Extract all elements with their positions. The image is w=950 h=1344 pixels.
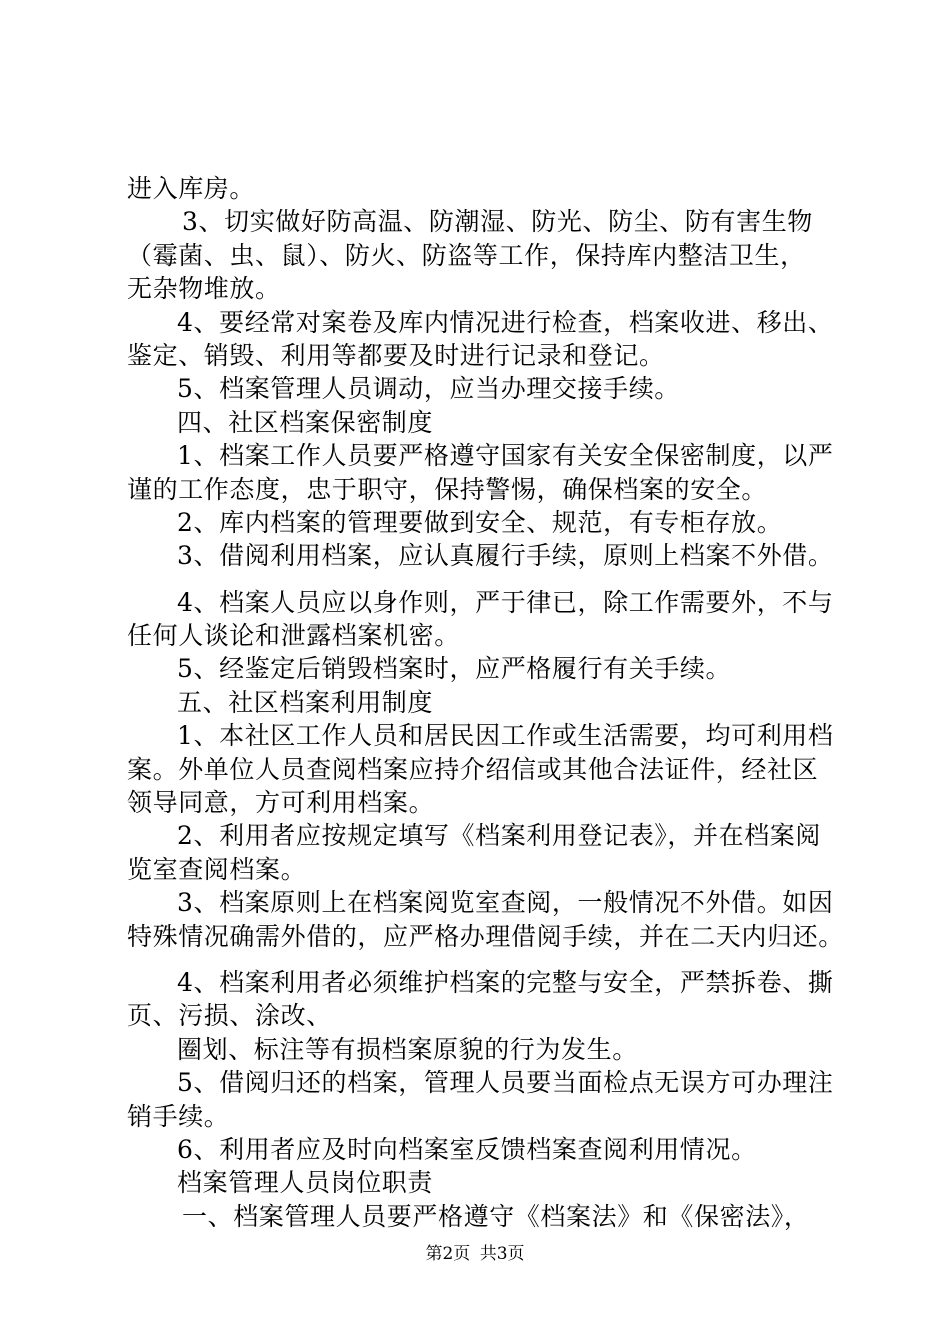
text-line: 谨的工作态度，忠于职守，保持警惕，确保档案的安全。 [127, 474, 768, 504]
text-line: 2、利用者应按规定填写《档案利用登记表》，并在档案阅 [177, 821, 822, 851]
text-line: 3、档案原则上在档案阅览室查阅，一般情况不外借。如因 [177, 888, 834, 918]
text-line: 览室查阅档案。 [127, 854, 307, 884]
text-line: 5、借阅归还的档案，管理人员要当面检点无误方可办理注 [177, 1068, 834, 1098]
text-line: 案。外单位人员查阅档案应持介绍信或其他合法证件，经社区 [127, 754, 819, 784]
text-line: 领导同意，方可利用档案。 [127, 788, 435, 818]
page-number: 第2页 [425, 1244, 471, 1264]
text-line: 圈划、标注等有损档案原貌的行为发生。 [177, 1034, 638, 1064]
text-line: 4、档案人员应以身作则，严于律已，除工作需要外，不与 [177, 587, 834, 617]
paragraph-gap [127, 573, 847, 586]
document-body [127, 172, 847, 1233]
section-heading: 四、社区档案保密制度 [177, 407, 434, 437]
text-line: 6、利用者应及时向档案室反馈档案查阅利用情况。 [177, 1134, 757, 1164]
text-line: 一、档案管理人员要严格遵守《档案法》和《保密法》， [182, 1201, 810, 1231]
text-line: 页、污损、涂改、 [127, 1001, 332, 1031]
section-heading: 档案管理人员岗位职责 [177, 1168, 434, 1198]
text-line: 4、要经常对案卷及库内情况进行检查，档案收进、移出、 [177, 307, 834, 337]
text-line: 无杂物堆放。 [127, 274, 281, 304]
text-line: 3、切实做好防高温、防潮湿、防光、防尘、防有害生物 [182, 207, 813, 237]
text-line: （霉菌、虫、鼠）、防火、防盗等工作，保持库内整洁卫生， [127, 240, 806, 270]
text-line: 鉴定、销毁、利用等都要及时进行记录和登记。 [127, 340, 665, 370]
text-line: 1、本社区工作人员和居民因工作或生活需要，均可利用档 [177, 721, 834, 751]
text-line: 2、库内档案的管理要做到安全、规范，有专柜存放。 [177, 507, 783, 537]
text-line: 3、借阅利用档案，应认真履行手续，原则上档案不外借。 [177, 541, 834, 571]
text-line: 4、档案利用者必须维护档案的完整与安全，严禁拆卷、撕 [177, 967, 834, 997]
text-line: 销手续。 [127, 1101, 230, 1131]
paragraph-gap [127, 953, 847, 966]
text-line: 进入库房。 [127, 174, 256, 203]
page-total: 共3页 [479, 1244, 525, 1264]
text-line: 5、经鉴定后销毁档案时，应严格履行有关手续。 [177, 654, 732, 684]
text-line: 1、档案工作人员要严格遵守国家有关安全保密制度，以严 [177, 441, 834, 471]
section-heading: 五、社区档案利用制度 [177, 687, 434, 717]
text-line: 任何人谈论和泄露档案机密。 [127, 621, 460, 651]
text-line: 5、档案管理人员调动，应当办理交接手续。 [177, 374, 680, 404]
page-footer [0, 1243, 950, 1265]
text-line: 特殊情况确需外借的，应严格办理借阅手续，并在二天内归还。 [127, 921, 844, 951]
